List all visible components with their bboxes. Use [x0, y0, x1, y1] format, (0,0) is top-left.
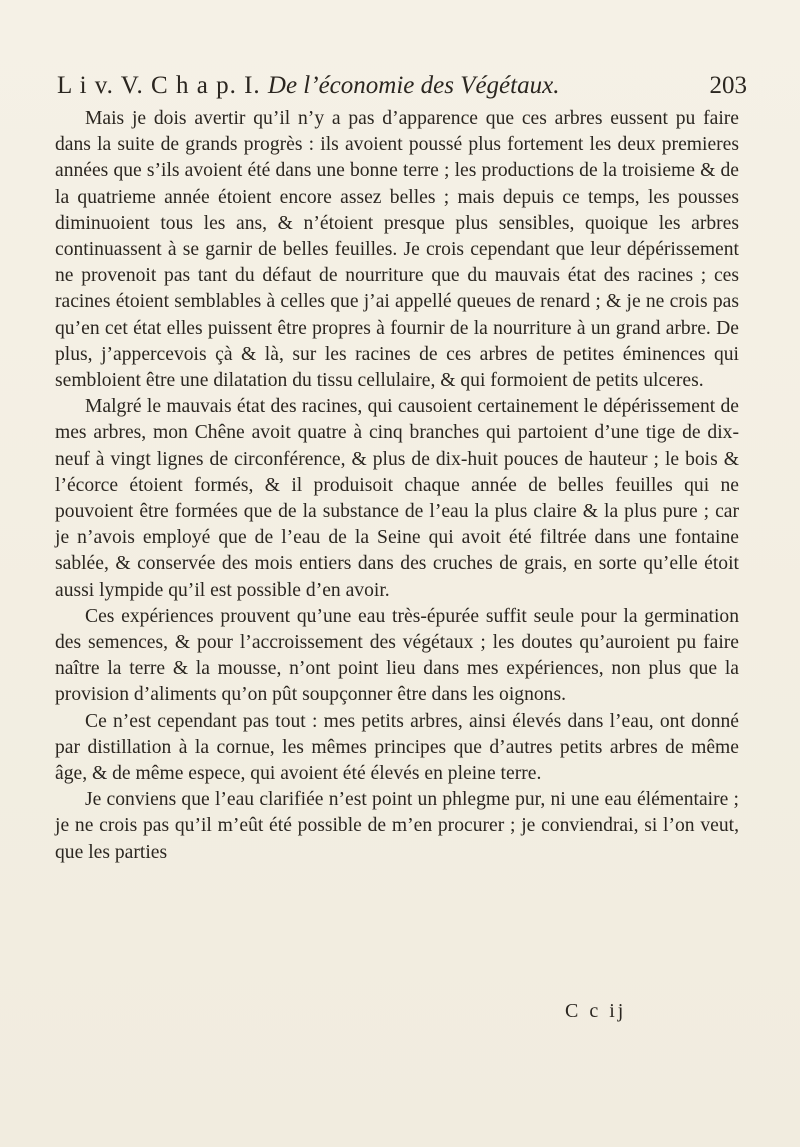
- book-number: L i v. V.: [57, 72, 144, 99]
- running-title: De l’économie des Végétaux.: [267, 72, 560, 99]
- page-number: 203: [709, 72, 747, 99]
- paragraph-4: Ce n’est cependant pas tout : mes petits arbres, ainsi élevés dans l’eau, ont donné par distillation à la cornue, les mêmes principes que d’autres petits arbres de même âge, & de même espece, qui avoient été élevés en pleine terre.: [55, 710, 739, 785]
- paragraph-3: Ces expériences prouvent qu’une eau très-épurée suffit seule pour la germination des semences, & pour l’accroissement des végétaux ; les doutes qu’auroient pu faire naître la terre & la mousse, n’ont point lieu dans mes expériences, non plus que la provision d’aliments qu’on pût soupçonner être dans les oignons.: [55, 605, 739, 706]
- paragraph-2: Malgré le mauvais état des racines, qui causoient certainement le dépérissement de mes arbres, mon Chêne avoit quatre à cinq branches qui partoient d’une tige de dix-neuf à vingt lignes de circonférence, & plus de dix-huit pouces de hauteur ; le bois & l’écorce étoient formés, & il produisoit chaque année de belles feuilles qui ne pouvoient être formées que de la substance de l’eau la plus claire & la plus pure ; car je n’avois employé que de l’eau de la Seine qui avoit été filtrée dans une fontaine sablée, & conservée des mois entiers dans des cruches de grais, en sorte qu’elle étoit aussi lympide qu’il est possible d’en avoir.: [55, 396, 739, 601]
- running-head: [57, 72, 747, 100]
- paragraph-1: Mais je dois avertir qu’il n’y a pas d’apparence que ces arbres eussent pu faire dans la suite de grands progrès : ils avoient poussé plus fortement les deux premieres années que s’ils avoient été dans une bonne terre ; les productions de la troisieme & de la quatrieme année étoient encore assez belles ; mais depuis ce temps, les pousses diminuoient tous les ans, & n’étoient presque plus sensibles, quoique les arbres continuassent à se garnir de belles feuilles. Je crois cependant que leur dépérissement ne provenoit pas tant du défaut de nourriture que du mauvais état des racines ; ces racines étoient semblables à celles que j’ai appellé queues de renard ; & je ne crois pas qu’en cet état elles puissent être propres à fournir de la nourriture à un grand arbre. De plus, j’appercevois çà & là, sur les racines de ces arbres de petites éminences qui sembloient être une dilatation du tissu cellulaire, & qui formoient de petits ulceres.: [55, 108, 739, 392]
- signature-mark: C c ij: [565, 1000, 627, 1022]
- paragraph-5: Je conviens que l’eau clarifiée n’est point un phlegme pur, ni une eau élémentaire ; je ne crois pas qu’il m’eût été possible de m’en procurer ; je conviendrai, si l’on veut, que les parties: [55, 789, 739, 863]
- page-body: [55, 106, 739, 866]
- chapter-number: C h a p. I.: [151, 72, 261, 99]
